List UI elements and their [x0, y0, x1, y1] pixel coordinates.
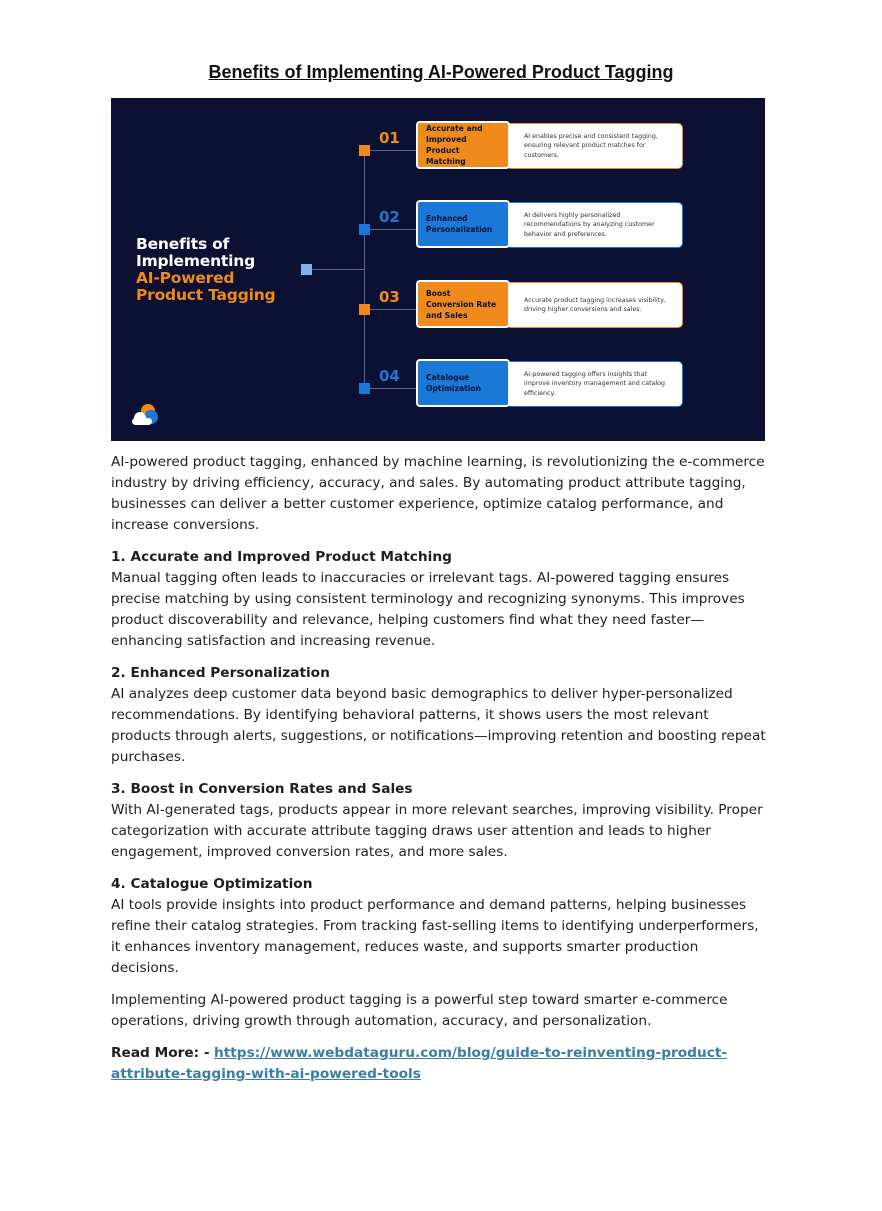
- section-heading: 1. Accurate and Improved Product Matching: [111, 549, 452, 565]
- article-section: [111, 874, 767, 979]
- benefit-description: AI-powered tagging offers insights that improve inventory management and catalog efficiency.: [506, 361, 683, 407]
- benefit-number: 02: [379, 208, 400, 226]
- section-body: AI tools provide insights into product performance and demand patterns, helping businesses refine their catalog strategies. From tracking fast-selling items to identifying underperformers, it enhances inventory management, reduces waste, and supports smarter production decisions.: [111, 897, 759, 976]
- section-body: AI analyzes deep customer data beyond basic demographics to deliver hyper-personalized recommendations. By identifying behavioral patterns, it shows users the most relevant products through alerts, suggestions, or notifications—improving retention and boosting repeat purchases.: [111, 686, 766, 765]
- infographic: [111, 98, 765, 441]
- read-more: [111, 1043, 767, 1085]
- square-marker-icon: [359, 224, 370, 235]
- intro-paragraph: AI-powered product tagging, enhanced by machine learning, is revolutionizing the e-commerce industry by driving efficiency, accuracy, and sales. By automating product attribute tagging, businesses can deliver a better customer experience, optimize catalog performance, and increase conversions.: [111, 454, 765, 533]
- section-heading: 4. Catalogue Optimization: [111, 876, 313, 892]
- heading-accent-line: Product Tagging: [136, 286, 276, 304]
- cloud-logo-icon: [129, 401, 161, 427]
- section-body: Manual tagging often leads to inaccuracies or irrelevant tags. AI-powered tagging ensures precise matching by using consistent terminology and recognizing synonyms. This improves product discoverability and relevance, helping customers find what they need faster—enhancing satisfaction and increasing revenue.: [111, 570, 745, 649]
- benefit-item-3: [111, 288, 765, 358]
- benefit-title: Boost Conversion Rate and Sales: [416, 280, 510, 328]
- item-connector: [370, 150, 417, 151]
- heading-line: Implementing: [136, 252, 255, 270]
- benefit-title: Accurate and Improved Product Matching: [416, 121, 510, 169]
- benefit-description: AI delivers highly personalized recommendations by analyzing customer behavior and preferences.: [506, 202, 683, 248]
- benefit-description: Accurate product tagging increases visibility, driving higher conversions and sales.: [506, 282, 683, 328]
- page-title: Benefits of Implementing AI-Powered Product Tagging: [208, 62, 674, 82]
- article-section: [111, 663, 767, 768]
- item-connector: [370, 229, 417, 230]
- conclusion-paragraph: Implementing AI-powered product tagging is a powerful step toward smarter e-commerce operations, driving growth through automation, accuracy, and personalization.: [111, 992, 728, 1029]
- benefit-title: Enhanced Personalization: [416, 200, 510, 248]
- benefit-number: 03: [379, 288, 400, 306]
- read-more-link[interactable]: https://www.webdataguru.com/blog/guide-to-reinventing-product-attribute-tagging-with-ai-powered-tools: [111, 1045, 728, 1082]
- benefit-description: AI enables precise and consistent tagging, ensuring relevant product matches for customers.: [506, 123, 683, 169]
- section-heading: 3. Boost in Conversion Rates and Sales: [111, 781, 413, 797]
- benefit-number: 01: [379, 129, 400, 147]
- benefit-number: 04: [379, 367, 400, 385]
- square-marker-icon: [359, 383, 370, 394]
- item-connector: [370, 388, 417, 389]
- square-marker-icon: [359, 145, 370, 156]
- item-connector: [370, 309, 417, 310]
- square-marker-icon: [359, 304, 370, 315]
- read-more-label: Read More: -: [111, 1045, 210, 1061]
- benefit-title: Catalogue Optimization: [416, 359, 510, 407]
- heading-line: Benefits of: [136, 235, 230, 253]
- section-heading: 2. Enhanced Personalization: [111, 665, 330, 681]
- benefit-item-1: [111, 124, 765, 199]
- heading-accent-line: AI-Powered: [136, 269, 235, 287]
- article-section: [111, 779, 767, 863]
- section-body: With AI-generated tags, products appear in more relevant searches, improving visibility. Proper categorization with accurate attribute tagging draws user attention and leads to higher engagement, improved conversion rates, and more sales.: [111, 802, 763, 860]
- benefit-item-4: [111, 367, 765, 437]
- benefit-item-2: [111, 208, 765, 278]
- article-section: [111, 547, 767, 652]
- article-body: [111, 452, 767, 1096]
